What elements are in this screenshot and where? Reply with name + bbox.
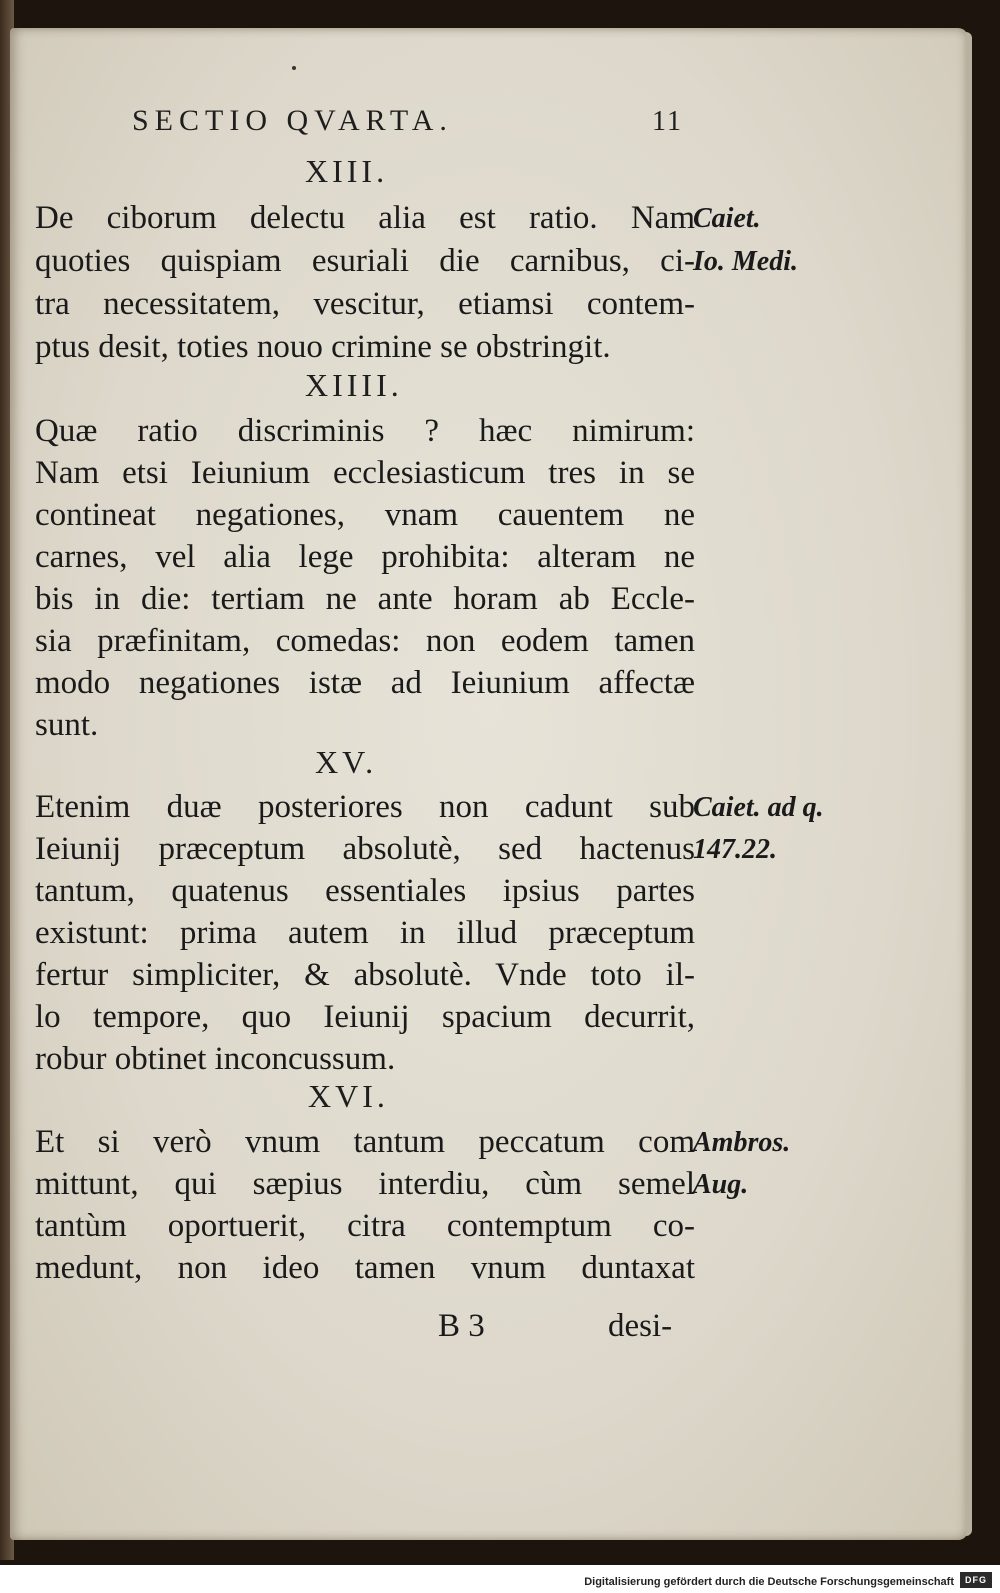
ink-speck: [292, 66, 296, 70]
text-line: carnes, vel alia lege prohibita: alteram ne: [35, 539, 695, 575]
text-line: bis in die: tertiam ne ante horam ab Eccle-: [35, 581, 695, 617]
text-line: mittunt, qui sæpius interdiu, cùm semel: [35, 1166, 695, 1202]
text-line: robur obtinet inconcussum.: [35, 1041, 396, 1077]
text-line: sia præfinitam, comedas: non eodem tamen: [35, 623, 695, 659]
text-line: Ieiunij præceptum absolutè, sed hactenus: [35, 831, 695, 867]
marginal-note: Ambros.: [693, 1127, 791, 1158]
marginal-note: Caiet. ad q.: [693, 792, 824, 823]
section-numeral-xiii: XIII.: [305, 153, 389, 189]
text-line: contineat negationes, vnam cauentem ne: [35, 497, 695, 533]
section-numeral-xvi: XVI.: [308, 1078, 389, 1114]
section-numeral-xiiii: XIIII.: [305, 367, 403, 403]
running-head: SECTIO QVARTA.: [132, 104, 453, 137]
text-line: sunt.: [35, 707, 99, 743]
text-line: quoties quispiam esuriali die carnibus, ci-: [35, 243, 695, 279]
text-line: Nam etsi Ieiunium ecclesiasticum tres in se: [35, 455, 695, 491]
text-line: Quæ ratio discriminis ? hæc nimirum:: [35, 413, 695, 449]
text-line: modo negationes istæ ad Ieiunium affectæ: [35, 665, 695, 701]
book-page: [10, 28, 968, 1540]
text-line: lo tempore, quo Ieiunij spacium decurrit,: [35, 999, 695, 1035]
signature-mark: B 3: [438, 1308, 485, 1344]
text-line: tantum, quatenus essentiales ipsius partes: [35, 873, 695, 909]
catchword: desi-: [608, 1308, 673, 1344]
marginal-note: Aug.: [693, 1169, 749, 1200]
text-line: existunt: prima autem in illud præceptum: [35, 915, 695, 951]
page-fore-edge: [966, 32, 972, 1536]
text-line: ptus desit, toties nouo crimine se obstringit.: [35, 329, 611, 365]
section-numeral-xv: XV.: [315, 744, 378, 780]
funding-credit: Digitalisierung gefördert durch die Deutsche Forschungsgemeinschaft: [584, 1576, 954, 1588]
marginal-note: Caiet.: [693, 203, 761, 234]
text-line: tantùm oportuerit, citra contemptum co-: [35, 1208, 695, 1244]
marginal-note: Io. Medi.: [693, 246, 798, 277]
page-number: 11: [652, 106, 683, 137]
text-line: Et si verò vnum tantum peccatum com: [35, 1124, 695, 1160]
text-line: fertur simpliciter, & absolutè. Vnde toto il-: [35, 957, 695, 993]
text-line: Etenim duæ posteriores non cadunt sub: [35, 789, 695, 825]
footer-bar: [0, 1565, 1000, 1593]
marginal-note: 147.22.: [693, 834, 777, 865]
text-line: tra necessitatem, vescitur, etiamsi contem-: [35, 286, 695, 322]
dfg-logo-icon: DFG: [960, 1572, 992, 1588]
text-line: medunt, non ideo tamen vnum duntaxat: [35, 1250, 695, 1286]
text-line: De ciborum delectu alia est ratio. Nam: [35, 200, 695, 236]
